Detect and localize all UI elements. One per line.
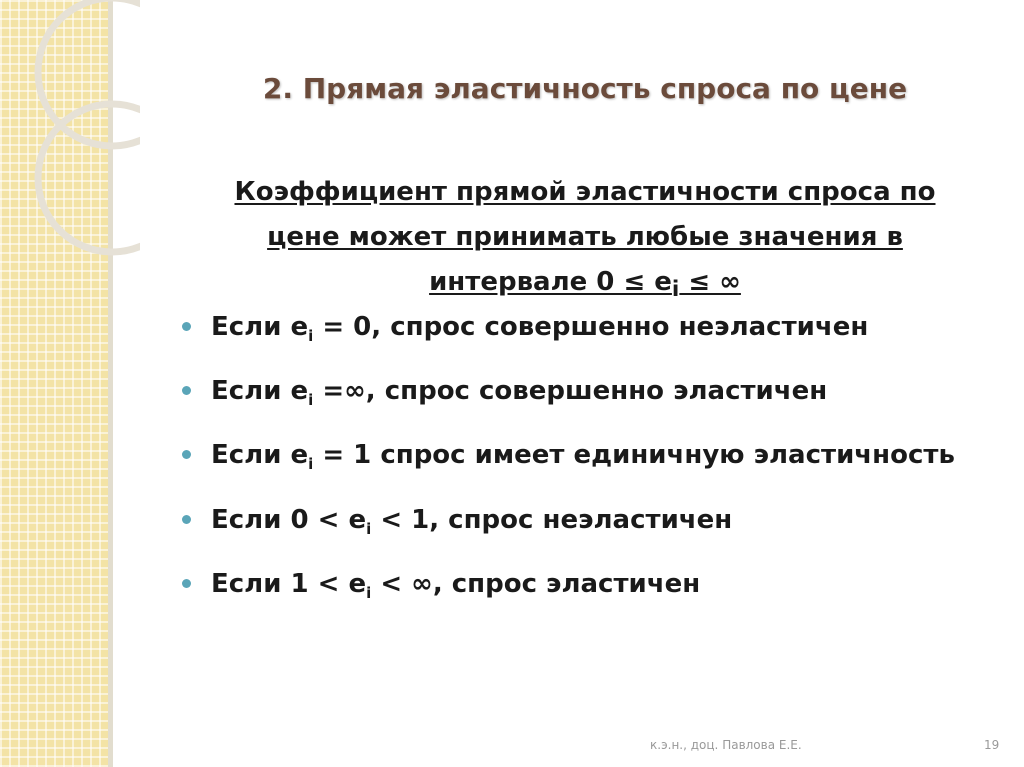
bullet-subscript: i	[366, 583, 372, 602]
bullet-icon	[182, 450, 191, 459]
bullet-text-end: < ∞, спрос эластичен	[371, 568, 701, 599]
bullet-item	[182, 434, 982, 485]
bullet-item	[182, 499, 982, 550]
bullet-text: Если e	[211, 312, 309, 342]
bullet-icon	[182, 579, 191, 588]
bullet-icon	[182, 386, 191, 395]
page-number: 19	[984, 738, 1000, 752]
decorative-circle-lower	[38, 104, 140, 252]
bullet-subscript: i	[308, 391, 314, 410]
lead-statement	[200, 170, 970, 312]
bullet-item	[182, 306, 982, 357]
bullet-text: Если e	[211, 440, 309, 471]
bullet-text: Если e	[211, 376, 309, 407]
bullet-text-end: = 0, спрос совершенно неэластичен	[313, 312, 869, 342]
lead-subscript: i	[671, 277, 680, 303]
bullet-list	[182, 306, 982, 627]
bullet-subscript: i	[366, 519, 372, 538]
lead-text: Коэффициент прямой эластичности спроса по цене может принимать любые значения в интервале 0 ≤ e	[234, 177, 936, 297]
bullet-text-end: < 1, спрос неэластичен	[371, 504, 733, 535]
lead-text-end: ≤ ∞	[679, 267, 741, 297]
bullet-text-end: = 1 спрос имеет единичную эластичность	[313, 440, 955, 471]
decorative-circles	[0, 0, 140, 260]
bullet-icon	[182, 322, 191, 331]
bullet-subscript: i	[308, 455, 314, 474]
bullet-text: Если 1 < e	[211, 568, 367, 599]
footer-author: к.э.н., доц. Павлова Е.Е.	[650, 738, 802, 752]
bullet-icon	[182, 515, 191, 524]
bullet-subscript: i	[308, 327, 314, 346]
slide-title: 2. Прямая эластичность спроса по цене	[262, 72, 908, 105]
bullet-item	[182, 370, 982, 421]
bullet-item	[182, 563, 982, 614]
bullet-text-end: =∞, спрос совершенно эластичен	[313, 376, 828, 407]
bullet-text: Если 0 < e	[211, 504, 367, 535]
